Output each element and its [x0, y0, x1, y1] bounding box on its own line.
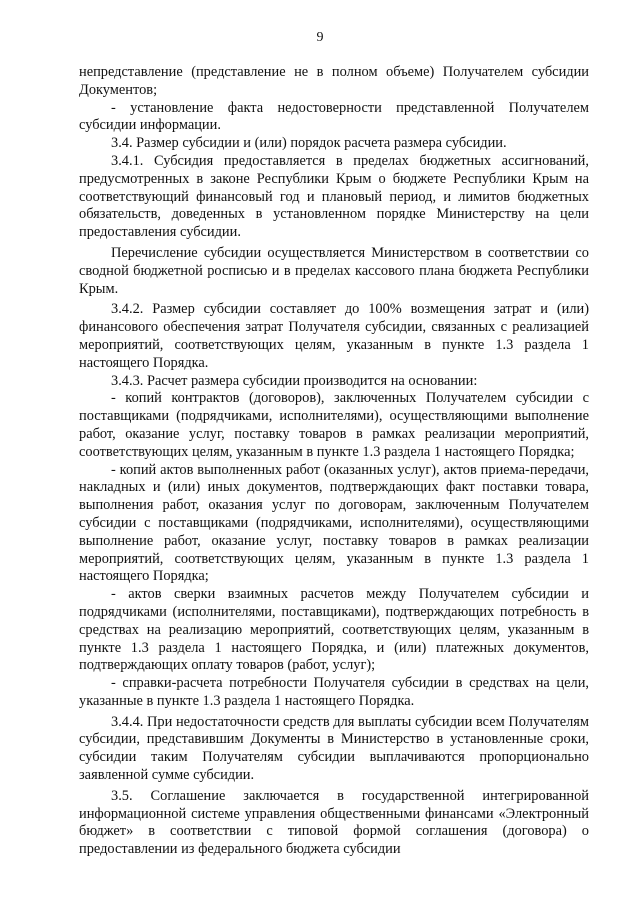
paragraph: непредставление (представление не в полном объеме) Получателем субсидии Документов; [79, 64, 589, 98]
paragraph: - актов сверки взаимных расчетов между Получателем субсидии и подрядчиками (исполнителями, поставщиками), подтверждающих потребность в средствах на реализацию мероприятий, соответствующих целям, указанным в пункте 1.3 раздела 1 настоящего Порядка, и (или) платежных документов, подтверждающих оплату товаров (работ, услуг); [79, 586, 589, 674]
paragraph: - установление факта недостоверности представленной Получателем субсидии информации. [79, 99, 589, 134]
paragraph: 3.4.4. При недостаточности средств для выплаты субсидии всем Получателям субсидии, представившим Документы в Министерство в установленные сроки, субсидии таким Получателям субсидии выплачиваются пропорционально заявленной сумме субсидии. [79, 713, 589, 784]
paragraph: - справки-расчета потребности Получателя субсидии в средствах на цели, указанные в пункте 1.3 раздела 1 настоящего Порядка. [79, 675, 589, 709]
page-number: 9 [316, 30, 324, 45]
paragraph: - копий контрактов (договоров), заключенных Получателем субсидии с поставщиками (подрядчиками, исполнителями), осуществляющими выполнение работ, оказание услуг, поставку товаров в рамках реализации мероприятий, соответствующих целям, указанным в пункте 1.3 раздела 1 настоящего Порядка; [79, 390, 589, 460]
paragraph: - копий актов выполненных работ (оказанных услуг), актов приема-передачи, накладных и (или) иных документов, подтверждающих факт поставки товара, выполнения работ, оказания услуг по договорам, заключенным Получателем субсидии с поставщиками (подрядчиками, исполнителями), осуществляющими выполнение работ, оказание услуг, поставку товаров в рамках реализации мероприятий, соответствующих целям, указанным в пункте 1.3 раздела 1 настоящего Порядка; [79, 461, 589, 585]
paragraph: 3.4.2. Размер субсидии составляет до 100% возмещения затрат и (или) финансового обеспечения затрат Получателя субсидии, связанных с реализацией мероприятий, соответствующих целям, указанным в пункте 1.3 раздела 1 настоящего Порядка. [79, 301, 589, 371]
document-body [79, 64, 589, 859]
paragraph: Перечисление субсидии осуществляется Министерством в соответствии со сводной бюджетной росписью и в пределах кассового плана бюджета Республики Крым. [79, 244, 589, 297]
paragraph: 3.4. Размер субсидии и (или) порядок расчета размера субсидии. [111, 135, 507, 152]
paragraph: 3.4.3. Расчет размера субсидии производится на основании: [111, 372, 478, 389]
paragraph: 3.4.1. Субсидия предоставляется в пределах бюджетных ассигнований, предусмотренных в законе Республики Крым о бюджете Республики Крым на соответствующий финансовый год и плановый период, и лимитов бюджетных обязательств, доведенных в установленном порядке Министерству на цели предоставления субсидии. [79, 152, 589, 241]
paragraph: 3.5. Соглашение заключается в государственной интегрированной информационной системе управления общественными финансами «Электронный бюджет» в соответствии с типовой формой соглашения (договора) о предоставлении из федерального бюджета субсидии [79, 787, 589, 858]
